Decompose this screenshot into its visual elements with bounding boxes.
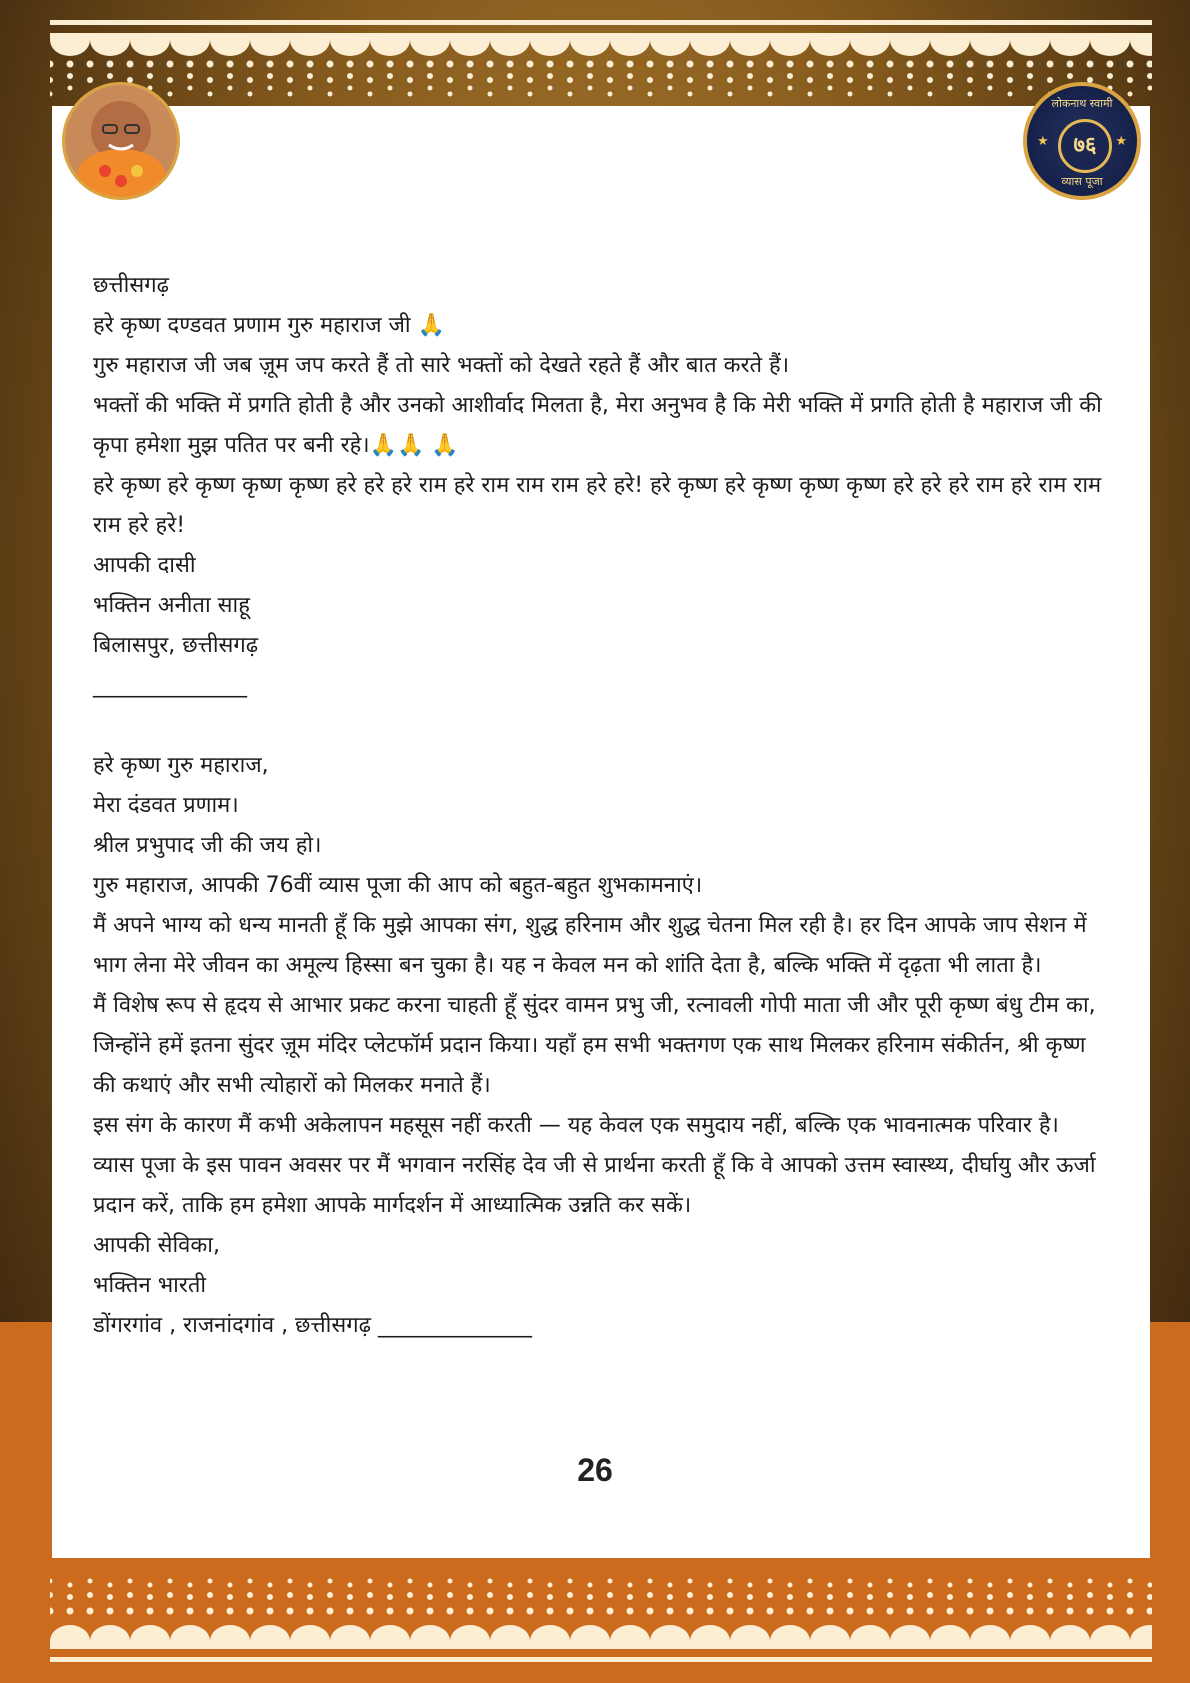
letter2-line: व्यास पूजा के इस पावन अवसर पर मैं भगवान नरसिंह देव जी से प्रार्थना करती हूँ कि वे आपको उत्तम स्वास्थ्य, दीर्घायु और ऊर्जा प्रदान करें, ताकि हम हमेशा आपके मार्गदर्शन में आध्यात्मिक उन्नति कर सकें। [93, 1153, 1096, 1218]
letter2-line: गुरु महाराज, आपकी 76वीं व्यास पूजा की आप को बहुत-बहुत शुभकामनाएं। [93, 873, 703, 898]
emblem-number: ७६ [1058, 119, 1112, 173]
bottom-border-rule [50, 1657, 1152, 1662]
letter1-line: हरे कृष्ण हरे कृष्ण कृष्ण कृष्ण हरे हरे हरे राम हरे राम राम राम हरे हरे! हरे कृष्ण हरे कृष्ण कृष्ण कृष्ण हरे हरे हरे राम हरे राम राम राम हरे हरे! [93, 473, 1102, 538]
letter1-line: गुरु महाराज जी जब ज़ूम जप करते हैं तो सारे भक्तों को देखते रहते हैं और बात करते हैं। [93, 353, 790, 378]
emblem-bottom-text: व्यास पूजा [1061, 175, 1103, 188]
letter2-line: आपकी सेविका, [93, 1233, 220, 1258]
star-icon: ★ [1115, 134, 1127, 149]
letter2-line: मैं अपने भाग्य को धन्य मानती हूँ कि मुझे आपका संग, शुद्ध हरिनाम और शुद्ध चेतना मिल रही है। हर दिन आपके जाप सेशन में भाग लेना मेरे जीवन का अमूल्य हिस्सा बन चुका है। यह न केवल मन को शांति देता है, बल्कि भक्ति में दृढ़ता भी लाता है। [93, 913, 1087, 978]
letter1-line: आपकी दासी [93, 553, 196, 578]
guru-portrait [62, 82, 180, 200]
emblem-top-text: लोकनाथ स्वामी [1051, 97, 1113, 110]
page-number: 26 [577, 1452, 613, 1488]
top-scallop-border [50, 36, 1152, 102]
letter1-line: हरे कृष्ण दण्डवत प्रणाम गुरु महाराज जी 🙏 [93, 313, 445, 338]
top-border-rule [50, 20, 1152, 25]
letter2-line: मैं विशेष रूप से हृदय से आभार प्रकट करना चाहती हूँ सुंदर वामन प्रभु जी, रत्नावली गोपी माता जी और पूरी कृष्ण बंधु टीम का, जिन्होंने हमें इतना सुंदर ज़ूम मंदिर प्लेटफॉर्म प्रदान किया। यहाँ हम सभी भक्तगण एक साथ मिलकर हरिनाम संकीर्तन, श्री कृष्ण की कथाएं और सभी त्योहारों को मिलकर मनाते हैं। [93, 993, 1096, 1098]
bottom-border-rule-thin [50, 1646, 1152, 1649]
letter2-line: हरे कृष्ण गुरु महाराज, [93, 753, 269, 778]
letter1-line: छत्तीसगढ़ [93, 273, 169, 298]
letter2-line: भक्तिन भारती [93, 1273, 207, 1298]
letter-separator: ______________ [93, 673, 247, 698]
vyasa-puja-emblem [1023, 82, 1141, 200]
letter1-line: बिलासपुर, छत्तीसगढ़ [93, 633, 259, 658]
letter2-line: मेरा दंडवत प्रणाम। [93, 793, 239, 818]
letter-content [93, 266, 1103, 1346]
letter2-line: इस संग के कारण मैं कभी अकेलापन महसूस नहीं करती — यह केवल एक समुदाय नहीं, बल्कि एक भावनात्मक परिवार है। [93, 1113, 1059, 1138]
letter1-line: भक्तिन अनीता साहू [93, 593, 250, 618]
letter1-line: भक्तों की भक्ति में प्रगति होती है और उनको आशीर्वाद मिलता है, मेरा अनुभव है कि मेरी भक्ति में प्रगति होती है महाराज जी की कृपा हमेशा मुझ पतित पर बनी रहे।🙏🙏 🙏 [93, 393, 1102, 458]
bottom-scallop-border [50, 1575, 1152, 1647]
letter2-line: श्रील प्रभुपाद जी की जय हो। [93, 833, 322, 858]
letter2-line: डोंगरगांव , राजनांदगांव , छत्तीसगढ़ ______________ [93, 1313, 533, 1338]
star-icon: ★ [1037, 134, 1049, 149]
